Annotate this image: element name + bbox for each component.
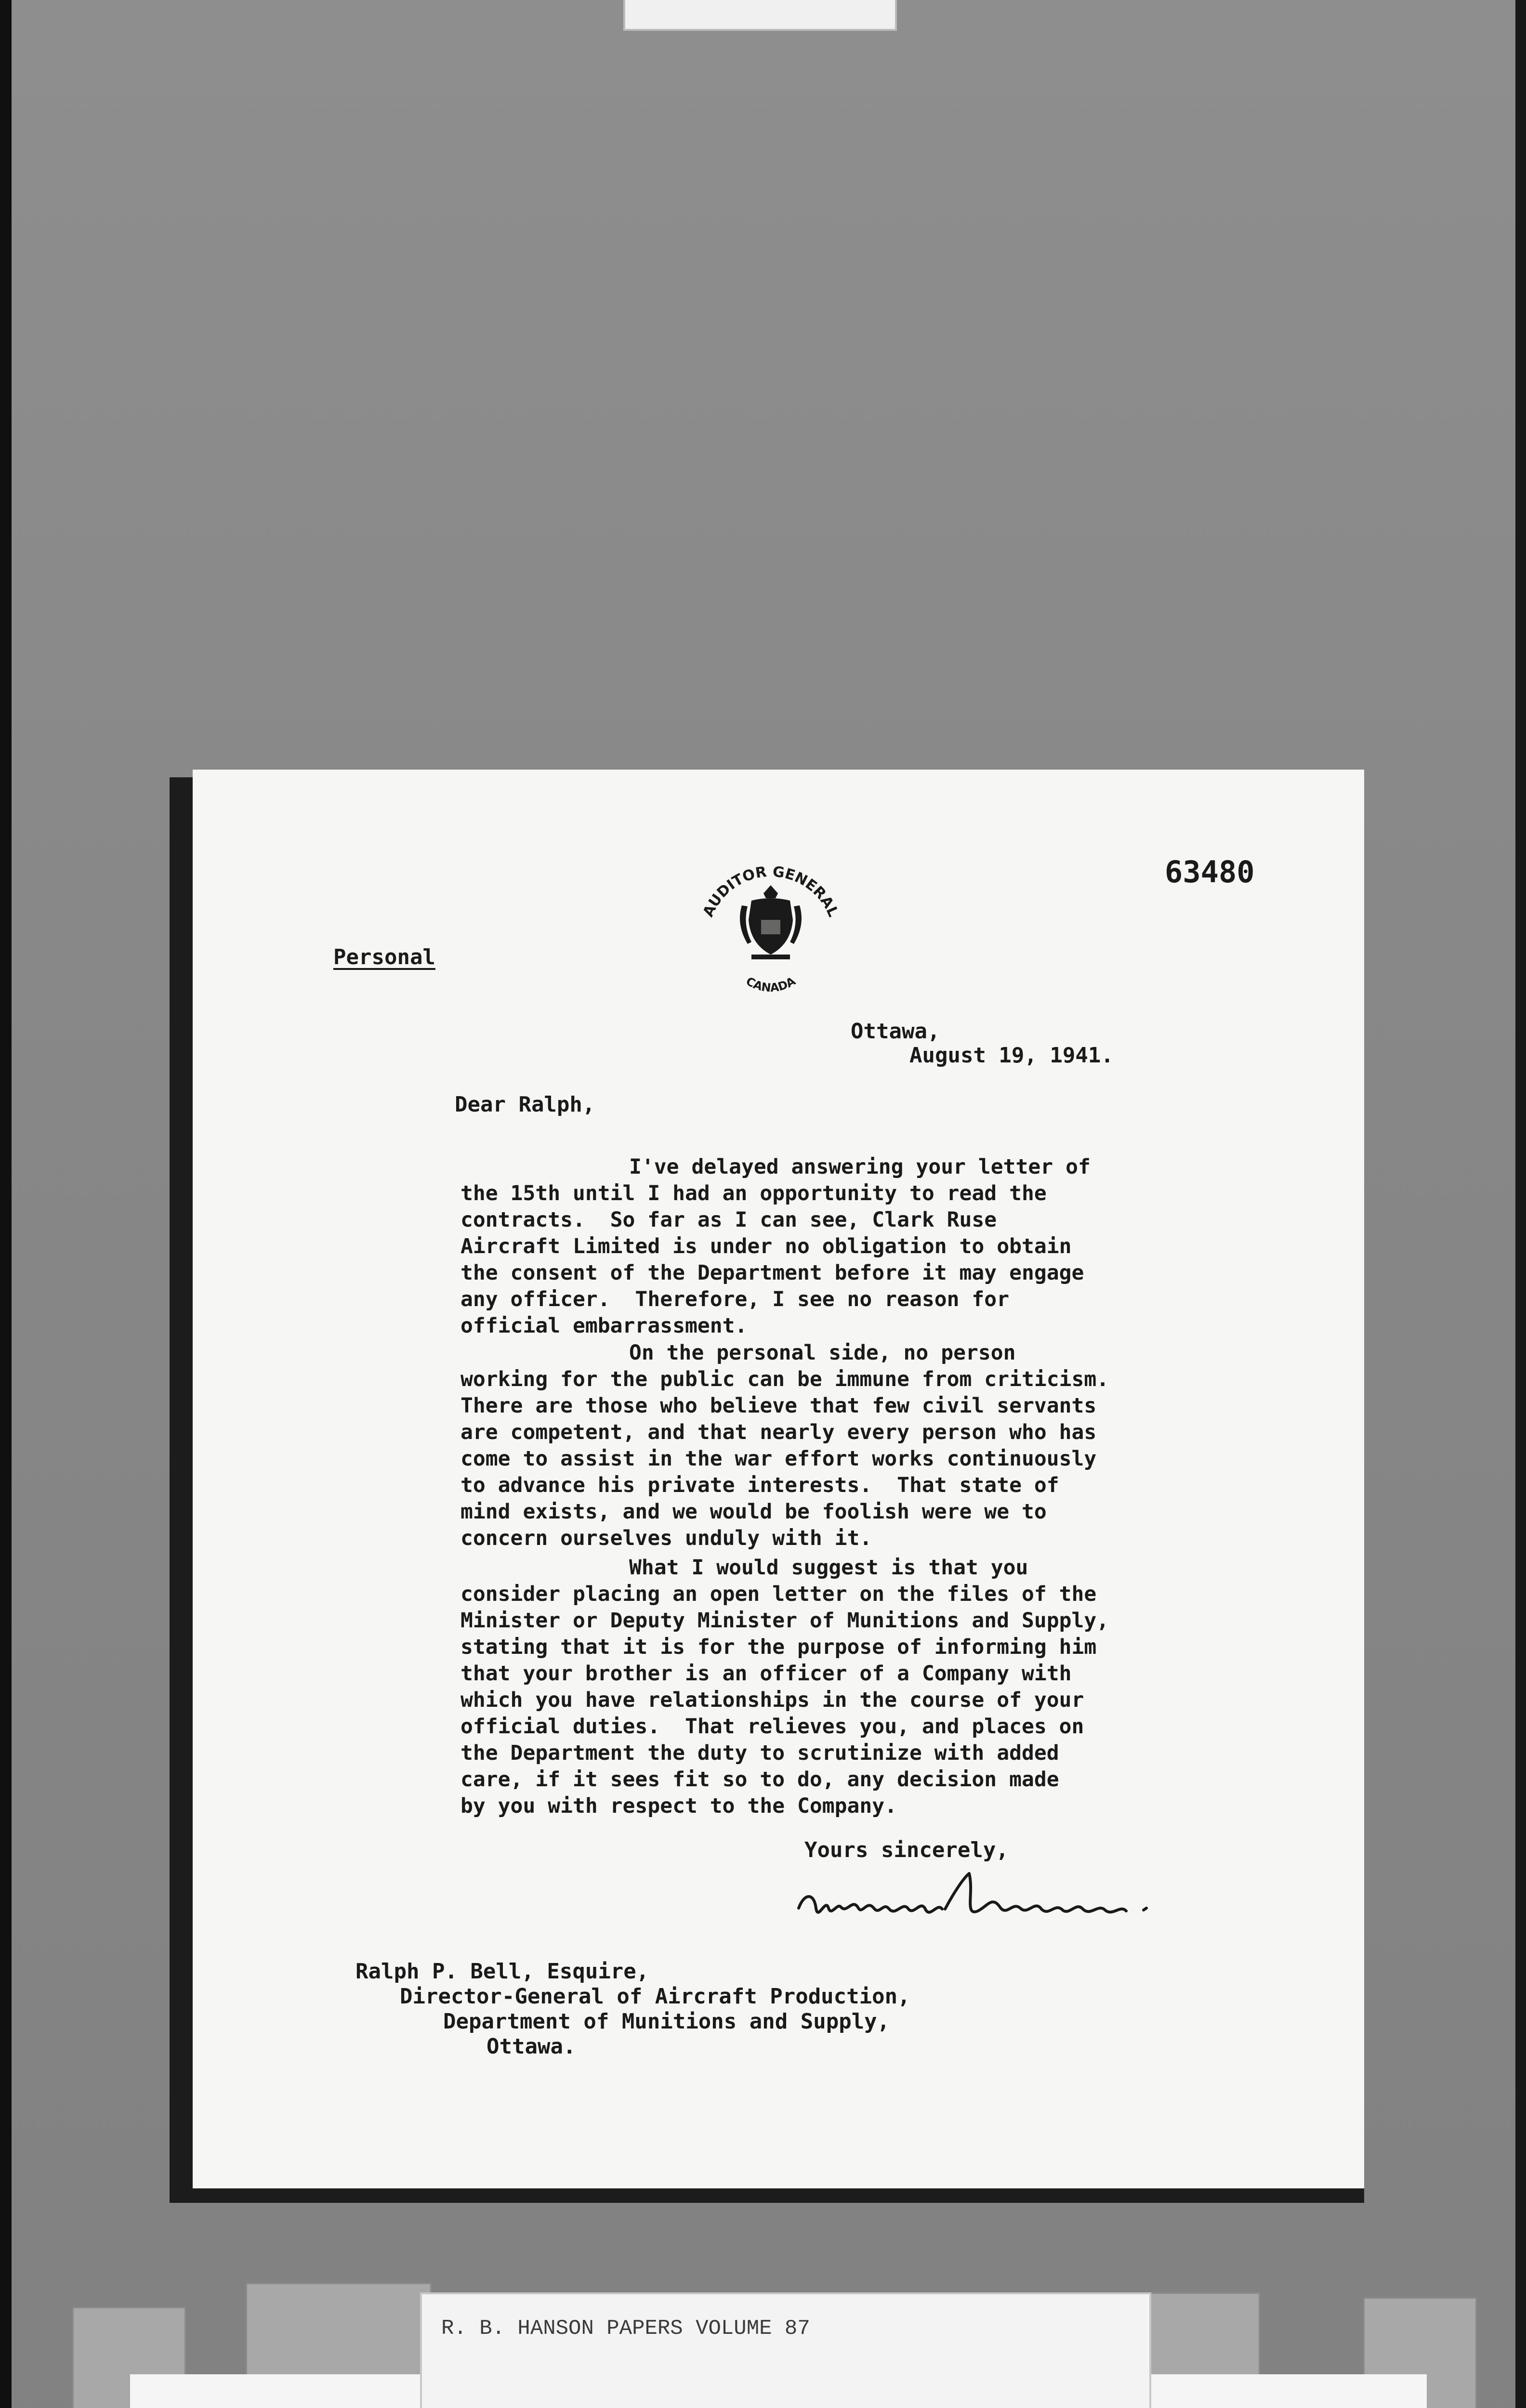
paragraph-line: official duties. That relieves you, and places on — [460, 1714, 1084, 1739]
addressee-block — [355, 1959, 910, 2059]
paragraph-line: On the personal side, no person — [629, 1341, 1016, 1365]
paragraph-line: the Department the duty to scrutinize with added — [460, 1741, 1059, 1765]
addressee-line: Ralph P. Bell, Esquire, — [355, 1959, 649, 1984]
collection-label-text: R. B. HANSON PAPERS VOLUME 87 — [441, 2316, 810, 2341]
paragraph-line: I've delayed answering your letter of — [629, 1155, 1091, 1179]
paragraph-line: care, if it sees fit so to do, any decision made — [460, 1767, 1059, 1792]
emblem-top-text: AUDITOR GENERAL — [699, 863, 842, 920]
paragraph-1 — [460, 1154, 1250, 1339]
addressee-line: Ottawa. — [487, 2034, 576, 2059]
paragraph-line: There are those who believe that few civil servants — [460, 1394, 1097, 1418]
paragraph-line: Minister or Deputy Minister of Munitions and Supply, — [460, 1609, 1109, 1633]
addressee-line: Department of Munitions and Supply, — [443, 2009, 890, 2034]
document-number: 63480 — [1165, 854, 1255, 890]
auditor-general-emblem — [679, 848, 862, 1011]
addressee-line: Director-General of Aircraft Production, — [400, 1984, 910, 2009]
collection-label — [420, 2292, 1151, 2408]
paragraph-line: come to assist in the war effort works continuously — [460, 1447, 1097, 1471]
paragraph-2 — [460, 1340, 1250, 1552]
salutation: Dear Ralph, — [455, 1092, 595, 1117]
emblem-bottom-text: CANADA — [743, 974, 798, 995]
paragraph-line: are competent, and that nearly every person who has — [460, 1420, 1097, 1444]
paragraph-line: the consent of the Department before it may engage — [460, 1261, 1084, 1285]
letter-place: Ottawa, — [851, 1019, 940, 1044]
paragraph-line: that your brother is an officer of a Company with — [460, 1662, 1072, 1686]
paragraph-line: the 15th until I had an opportunity to read the — [460, 1181, 1047, 1205]
paragraph-line: What I would suggest is that you — [629, 1556, 1028, 1580]
personal-marking: Personal — [333, 945, 435, 969]
paragraph-3 — [460, 1555, 1250, 1819]
paragraph-line: stating that it is for the purpose of informing him — [460, 1635, 1097, 1659]
paragraph-line: concern ourselves unduly with it. — [460, 1526, 872, 1550]
paragraph-line: by you with respect to the Company. — [460, 1794, 897, 1818]
letter-date: August 19, 1941. — [909, 1043, 1114, 1068]
paragraph-line: mind exists, and we would be foolish were we to — [460, 1500, 1047, 1524]
handwritten-signature — [795, 1864, 1190, 1926]
paragraph-line: official embarrassment. — [460, 1314, 748, 1338]
paragraph-line: any officer. Therefore, I see no reason for — [460, 1287, 1010, 1311]
top-mounting-tab — [623, 0, 897, 31]
coat-of-arms-icon — [740, 885, 802, 959]
scan-border-left — [0, 0, 12, 2408]
paragraph-line: contracts. So far as I can see, Clark Ruse — [460, 1208, 997, 1232]
paragraph-line: consider placing an open letter on the files of the — [460, 1582, 1097, 1606]
paragraph-line: Aircraft Limited is under no obligation to obtain — [460, 1234, 1072, 1258]
closing: Yours sincerely, — [804, 1838, 1009, 1862]
paragraph-line: which you have relationships in the course of your — [460, 1688, 1084, 1712]
paragraph-line: to advance his private interests. That state of — [460, 1473, 1059, 1497]
scan-border-right — [1515, 0, 1526, 2408]
paragraph-line: working for the public can be immune from criticism. — [460, 1367, 1109, 1391]
